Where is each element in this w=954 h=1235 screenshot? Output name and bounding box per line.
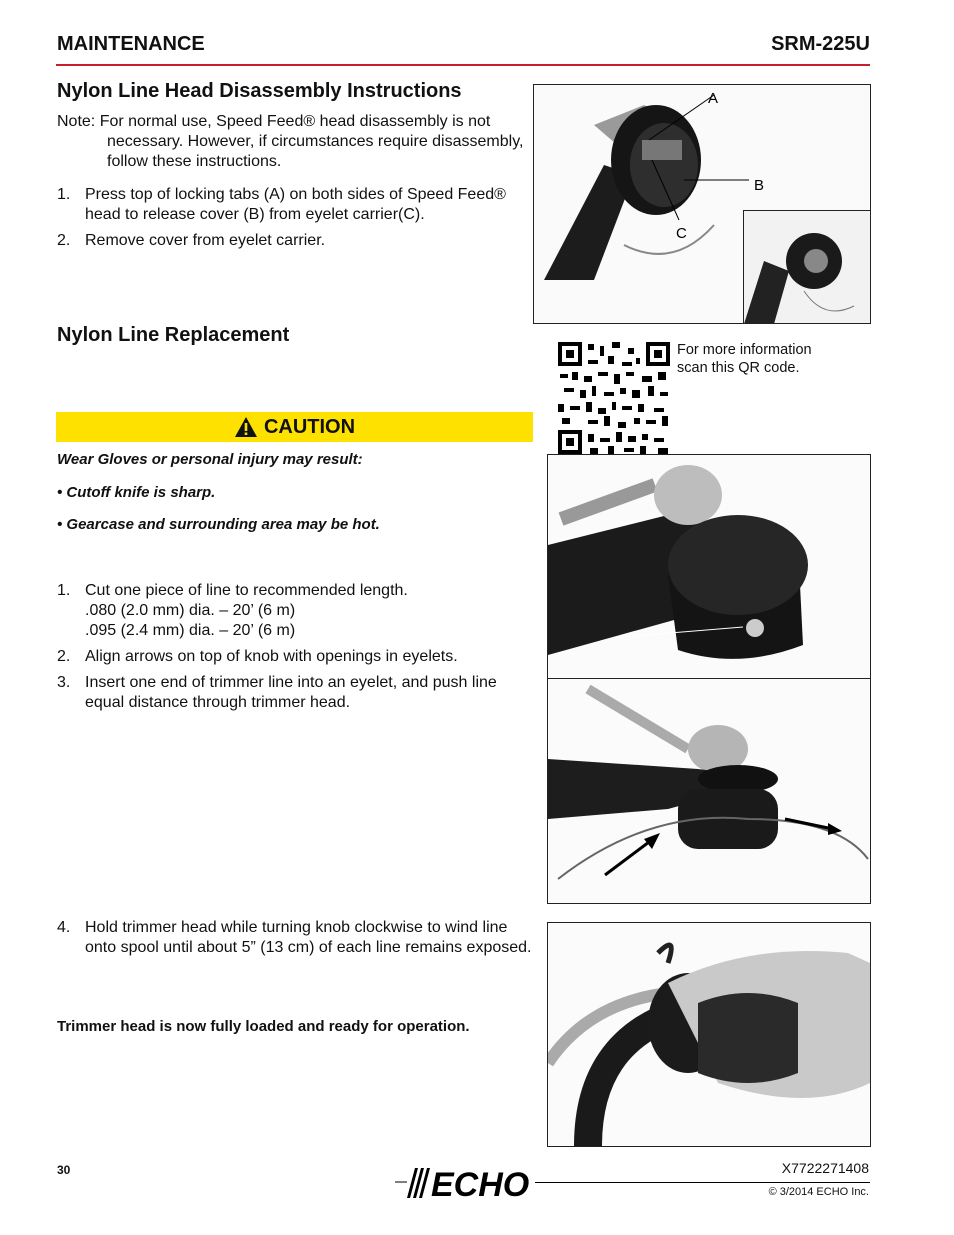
copyright: © 3/2014 ECHO Inc.	[768, 1186, 869, 1198]
label-c: C	[676, 225, 687, 242]
svg-text:ECHO: ECHO	[431, 1166, 530, 1200]
list-item: 1. Press top of locking tabs (A) on both sides of Speed Feed® head to release cover (B) from eyelet carrier(C).	[57, 186, 506, 223]
disassembly-note: Note: For normal use, Speed Feed® head disassembly is not necessary. However, if circumstances require disassembly, follow these instructions.	[57, 113, 524, 170]
list-item: 2. Remove cover from eyelet carrier.	[57, 232, 326, 249]
replacement-steps	[57, 581, 533, 719]
warning-gloves: Wear Gloves or personal injury may result:	[57, 451, 363, 468]
footer-rule	[535, 1182, 870, 1183]
winding-photo	[547, 922, 871, 1147]
list-item: 2. Align arrows on top of knob with openings in eyelets.	[57, 648, 458, 665]
winding-step	[57, 918, 535, 964]
header-rule	[56, 64, 870, 66]
disassembly-photo	[533, 84, 871, 324]
label-b: B	[754, 177, 765, 194]
caution-banner	[56, 412, 533, 442]
list-item: 3. Insert one end of trimmer line into an eyelet, and push line equal distance through trimmer head.	[57, 674, 497, 711]
section-header: MAINTENANCE	[57, 33, 205, 55]
replacement-title: Nylon Line Replacement	[57, 324, 290, 346]
qr-code-icon	[558, 342, 670, 454]
echo-logo-icon	[395, 1164, 535, 1200]
knob-arrow-photo	[547, 454, 871, 680]
echo-logo	[395, 1164, 535, 1200]
qr-code[interactable]	[558, 342, 670, 454]
disassembly-title: Nylon Line Head Disassembly Instructions	[57, 80, 462, 102]
completion-note: Trimmer head is now fully loaded and ready for operation.	[57, 1018, 470, 1035]
warning-knife: • Cutoff knife is sharp.	[57, 484, 216, 501]
inset-photo	[743, 210, 871, 324]
label-a: A	[708, 90, 719, 107]
disassembly-steps	[57, 185, 527, 257]
line-insertion-photo	[547, 678, 871, 904]
part-number: X7722271408	[781, 1160, 869, 1176]
page-number: 30	[57, 1163, 71, 1177]
list-item: 1. Cut one piece of line to recommended length. .080 (2.0 mm) dia. – 20’ (6 m) .095 (2.4 mm) dia. – 20’ (6 m)	[57, 582, 408, 639]
warning-triangle-icon	[234, 416, 258, 438]
warning-hot: • Gearcase and surrounding area may be hot.	[57, 516, 380, 533]
caution-label: CAUTION	[263, 415, 356, 438]
qr-caption: For more information scan this QR code.	[677, 342, 812, 376]
list-item: 4. Hold trimmer head while turning knob clockwise to wind line onto spool until about 5” (13 cm) of each line remains exposed.	[57, 919, 532, 956]
model-number: SRM-225U	[771, 33, 870, 55]
